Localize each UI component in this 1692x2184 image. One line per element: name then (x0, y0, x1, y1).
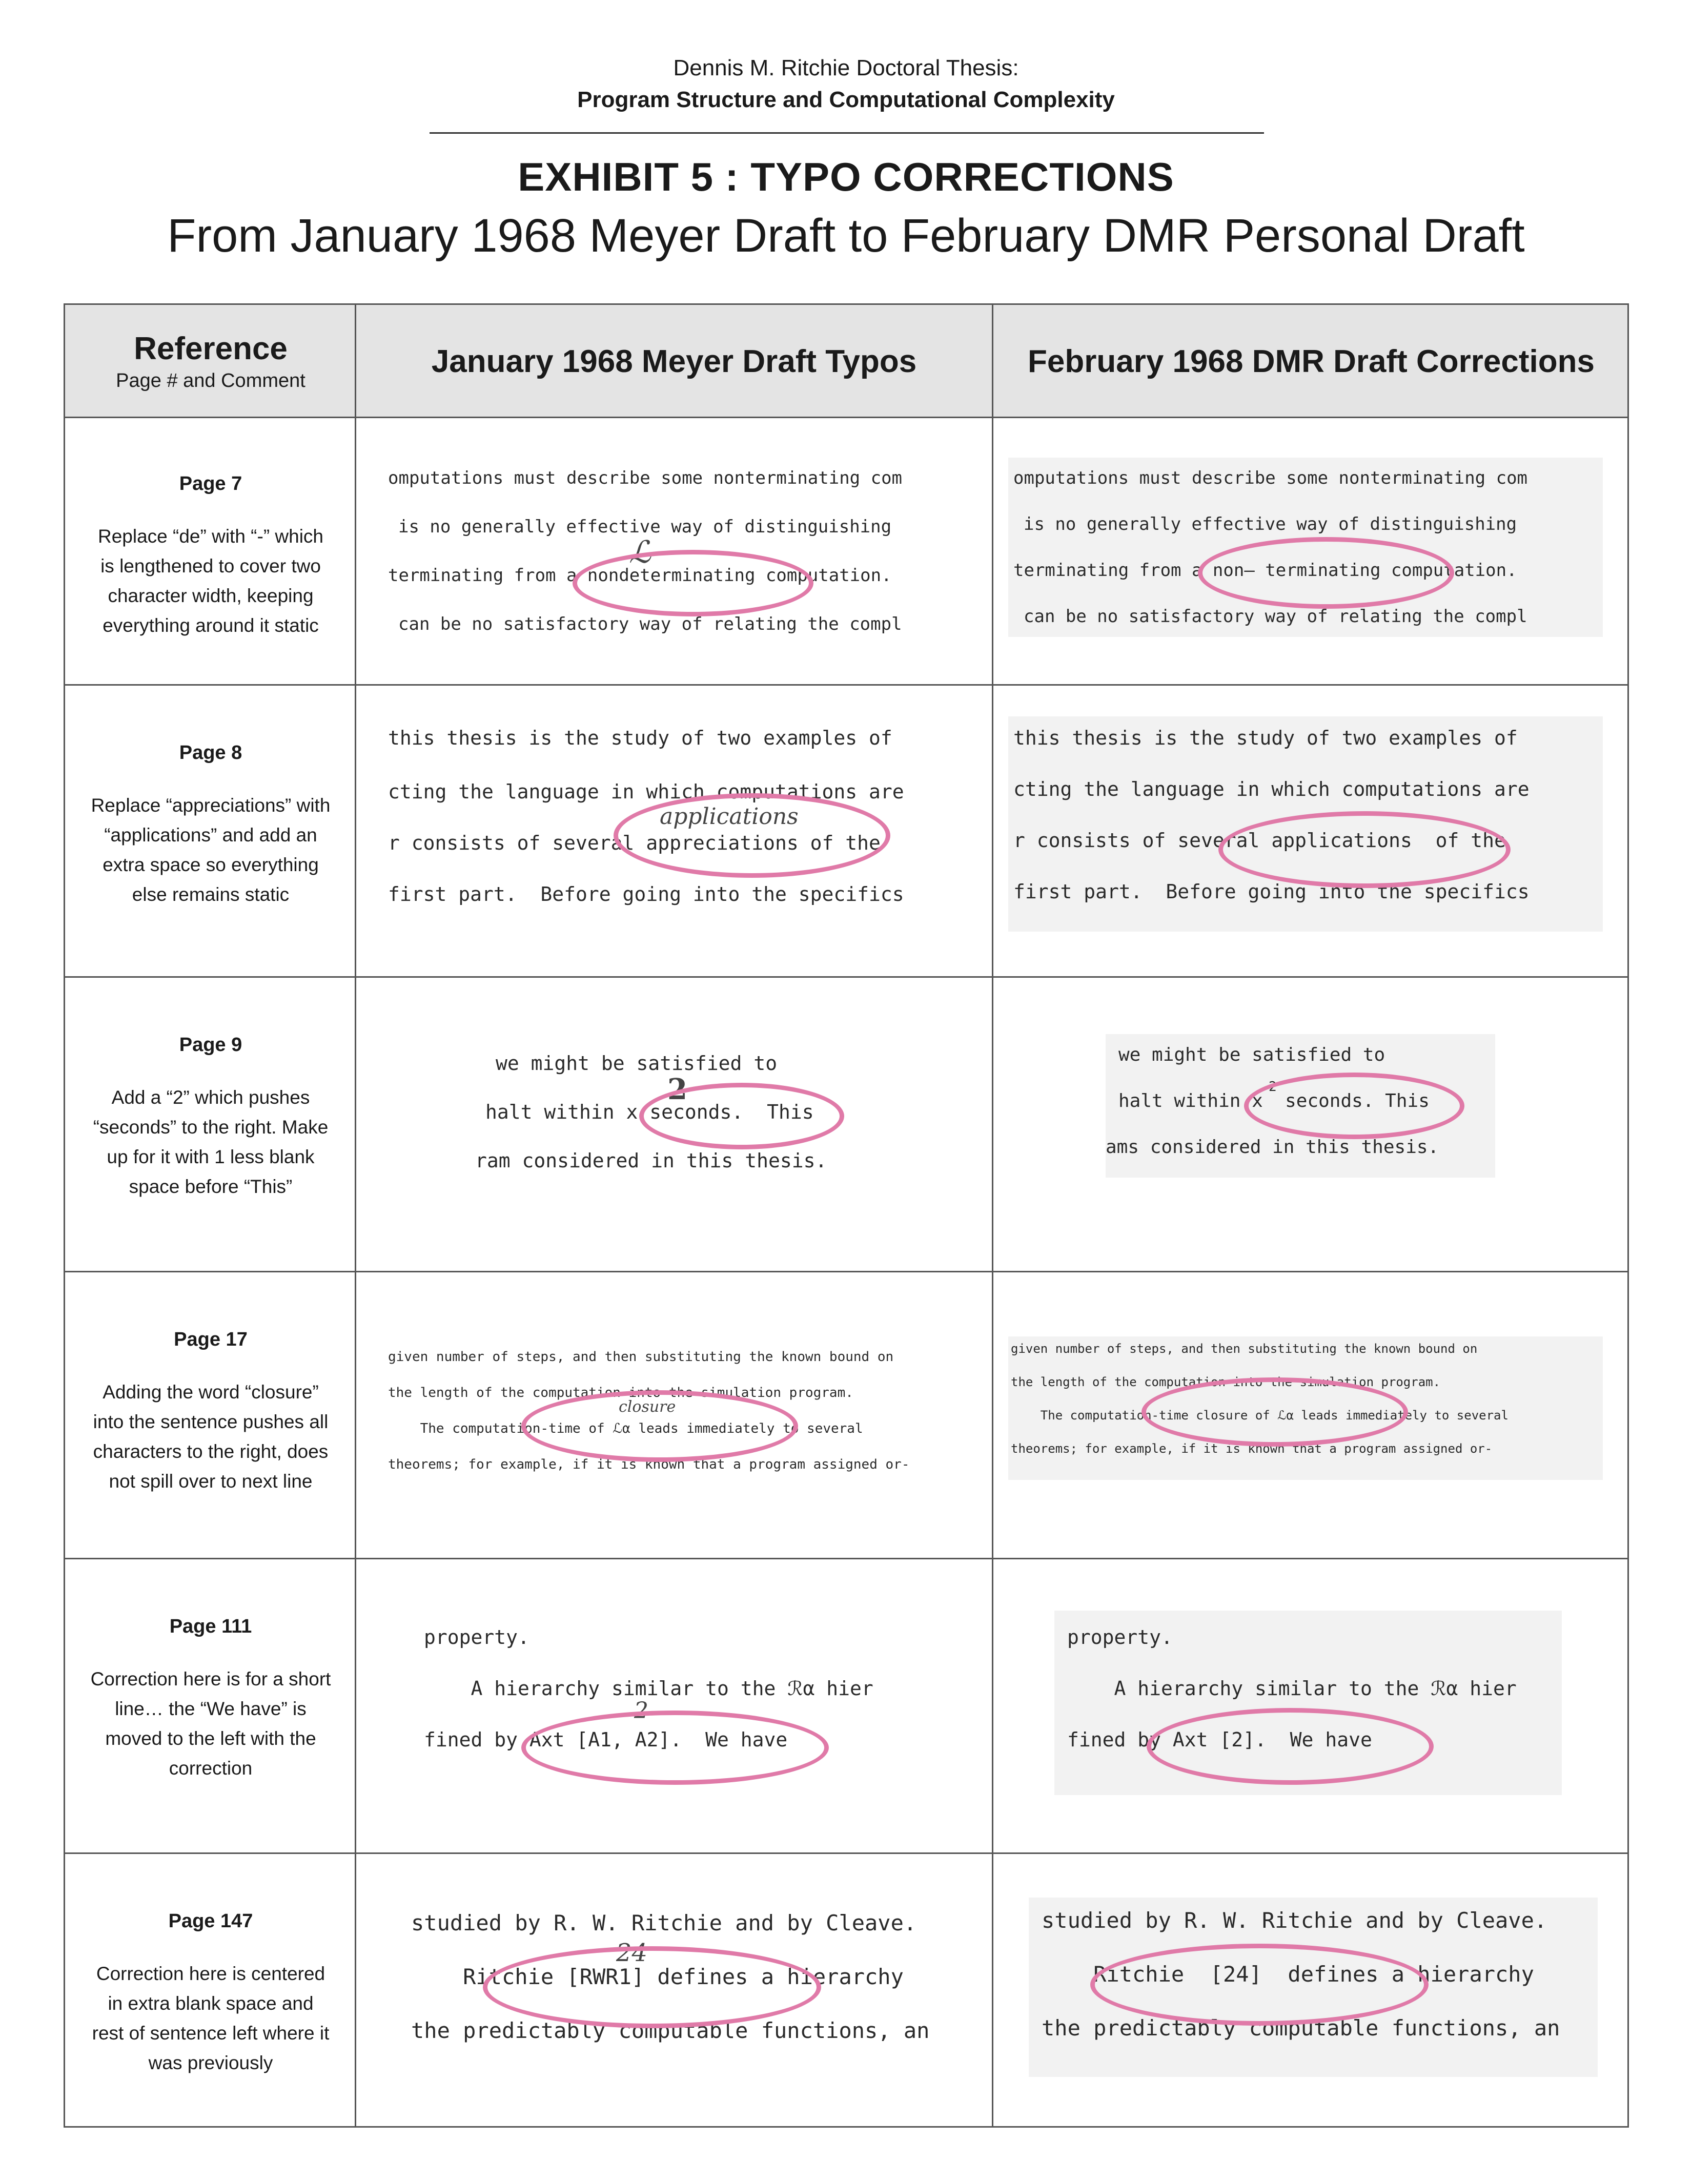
exhibit-subtitle: From January 1968 Meyer Draft to February DMR Personal Draft (167, 210, 1525, 262)
reference-column-header (65, 331, 356, 392)
reference-cell (65, 417, 356, 684)
correction-comment: Correction here is centered in extra blank space and rest of sentence left where it was previously (92, 1963, 330, 2073)
typo-scan-image (373, 1344, 977, 1493)
superscript-two: 2 (1269, 1079, 1277, 1095)
typo-scan-image (373, 716, 977, 942)
reference-cell (65, 1272, 356, 1558)
correction-scan-image (1008, 458, 1603, 637)
typewritten-line: omputations must describe some nonterminating com (1013, 468, 1528, 488)
typewritten-line: the length of the computation into the simulation program. (388, 1385, 853, 1400)
handwritten-correction: applications (660, 803, 799, 830)
typewritten-line: the predictably computable functions, an (1042, 2015, 1560, 2041)
correction-scan-image (1029, 1898, 1598, 2077)
page-number: Page 9 (179, 1034, 242, 1056)
typos-column-header: January 1968 Meyer Draft Typos (431, 344, 917, 379)
typewritten-line: this thesis is the study of two examples of (1013, 727, 1518, 749)
highlight-circle (614, 793, 890, 878)
table-row (65, 978, 1627, 1272)
page-number: Page 111 (169, 1616, 252, 1637)
typewritten-line: cting the language in which computations are (388, 780, 904, 803)
highlight-circle (1244, 1073, 1464, 1139)
header-divider (430, 132, 1264, 134)
typewritten-line: is no generally effective way of distinguishing (1024, 514, 1517, 534)
correction-comment: Correction here is for a short line… the “We have” is moved to the left with the correction (90, 1668, 331, 1779)
typewritten-line: is no generally effective way of distinguishing (398, 517, 892, 537)
typewritten-line: r consists of several appreciations of the (388, 832, 881, 854)
typewritten-line: first part. Before going into the specifics (1013, 880, 1530, 903)
typewritten-line: Ritchie [RWR1] defines a hierarchy (411, 1964, 904, 1989)
page-number: Page 7 (179, 473, 242, 495)
table-row (65, 686, 1627, 978)
typewritten-line: theorems; for example, if it is known that a program assigned or- (1011, 1441, 1493, 1456)
typewritten-line: fined by Axt [A1, A2]. We have (424, 1728, 788, 1751)
typewritten-line: studied by R. W. Ritchie and by Cleave. (411, 1910, 917, 1935)
handwritten-correction: closure (619, 1398, 676, 1416)
page-number: Page 147 (168, 1910, 253, 1932)
typewritten-line: fined by Axt [2]. We have (1067, 1728, 1372, 1751)
correction-scan-image (1054, 1611, 1562, 1795)
table-row (65, 1272, 1627, 1559)
highlight-circle (639, 1083, 844, 1149)
handwritten-correction: 2 (634, 1698, 648, 1724)
typewritten-line: halt within x seconds. This (1118, 1090, 1430, 1111)
highlight-circle (1141, 1377, 1408, 1447)
typewritten-line: Ritchie [24] defines a hierarchy (1042, 1962, 1534, 1987)
reference-cell (65, 1559, 356, 1852)
typewritten-line: halt within x seconds. This (485, 1101, 814, 1123)
reference-cell (65, 686, 356, 976)
page-number: Page 8 (179, 742, 242, 764)
typewritten-line: we might be satisfied to (496, 1052, 778, 1075)
typewritten-line: the length of the computation into the simulation program. (1011, 1375, 1441, 1389)
typewritten-line: r consists of several applications of the (1013, 829, 1506, 852)
correction-scan-image (1008, 1336, 1603, 1480)
typewritten-line: first part. Before going into the specifics (388, 883, 904, 905)
typo-scan-image (373, 458, 977, 652)
typewritten-line: this thesis is the study of two examples of (388, 727, 892, 749)
typewritten-line: ram considered in this thesis. (475, 1149, 827, 1172)
typewritten-line: we might be satisfied to (1118, 1044, 1385, 1065)
corrections-table (64, 303, 1629, 2128)
typewritten-line: ams considered in this thesis. (1106, 1137, 1439, 1158)
typewritten-line: A hierarchy similar to the ℛα hier (1067, 1677, 1517, 1700)
page-number: Page 17 (174, 1329, 248, 1350)
typewritten-line: given number of steps, and then substituting the known bound on (1011, 1342, 1478, 1356)
handwritten-correction: 2 (667, 1073, 687, 1106)
typewritten-line: theorems; for example, if it is known that a program assigned or- (388, 1457, 910, 1472)
header-thesis-label: Dennis M. Ritchie Doctoral Thesis: (673, 55, 1019, 80)
correction-comment: Add a “2” which pushes “seconds” to the right. Make up for it with 1 less blank space before “This” (93, 1087, 329, 1197)
correction-scan-image (1106, 1034, 1495, 1178)
typewritten-line: property. (1067, 1626, 1173, 1649)
highlight-circle (521, 1390, 798, 1462)
table-row (65, 417, 1627, 686)
typewritten-line: can be no satisfactory way of relating the compl (398, 614, 902, 634)
correction-comment: Replace “de” with “-” which is lengthened to cover two character width, keeping everything around it static (97, 526, 324, 636)
correction-comment: Adding the word “closure” into the sentence pushes all characters to the right, does not spill over to next line (93, 1382, 329, 1492)
highlight-circle (521, 1711, 829, 1785)
typewritten-line: cting the language in which computations are (1013, 778, 1530, 800)
reference-header-label: Reference (134, 331, 288, 366)
typewritten-line: The computation-time of ℒα leads immediately to several (388, 1421, 863, 1436)
highlight-circle (1090, 1944, 1429, 2026)
correction-scan-image (1008, 716, 1603, 932)
exhibit-title: EXHIBIT 5 : TYPO CORRECTIONS (518, 154, 1174, 199)
handwritten-dash-mark: ℒ (629, 534, 651, 570)
typewritten-line: terminating from a non— terminating computation. (1013, 560, 1517, 581)
typewritten-line: property. (424, 1626, 529, 1649)
typewritten-line: given number of steps, and then substituting the known bound on (388, 1349, 894, 1365)
corrections-column-header: February 1968 DMR Draft Corrections (1028, 344, 1595, 379)
reference-cell (65, 978, 356, 1271)
typewritten-line: studied by R. W. Ritchie and by Cleave. (1042, 1908, 1547, 1933)
table-row (65, 1559, 1627, 1854)
typo-scan-image (398, 1900, 972, 2085)
typewritten-line: omputations must describe some nonterminating com (388, 468, 903, 488)
typewritten-line: can be no satisfactory way of relating the compl (1024, 606, 1527, 627)
highlight-circle (1218, 811, 1511, 888)
reference-header-sublabel: Page # and Comment (116, 370, 305, 392)
typo-scan-image (465, 1042, 936, 1206)
highlight-circle (483, 1946, 821, 2028)
header-thesis-title: Program Structure and Computational Complexity (577, 87, 1115, 112)
handwritten-correction: 24 (616, 1939, 648, 1967)
table-header (65, 305, 1627, 418)
highlight-circle (573, 550, 813, 616)
highlight-circle (1147, 1708, 1434, 1785)
reference-cell (65, 1854, 356, 2126)
table-row (65, 1854, 1627, 2126)
typewritten-line: terminating from a nondeterminating computation. (388, 565, 892, 586)
typewritten-line: the predictably computable functions, an (411, 2018, 930, 2043)
typo-scan-image (414, 1616, 957, 1810)
typewritten-line: The computation-time closure of ℒα leads immediately to several (1011, 1408, 1508, 1423)
highlight-circle (1198, 537, 1454, 609)
correction-comment: Replace “appreciations” with “applications” and add an extra space so everything else remains static (91, 795, 331, 905)
typewritten-line: A hierarchy similar to the ℛα hier (424, 1677, 873, 1700)
